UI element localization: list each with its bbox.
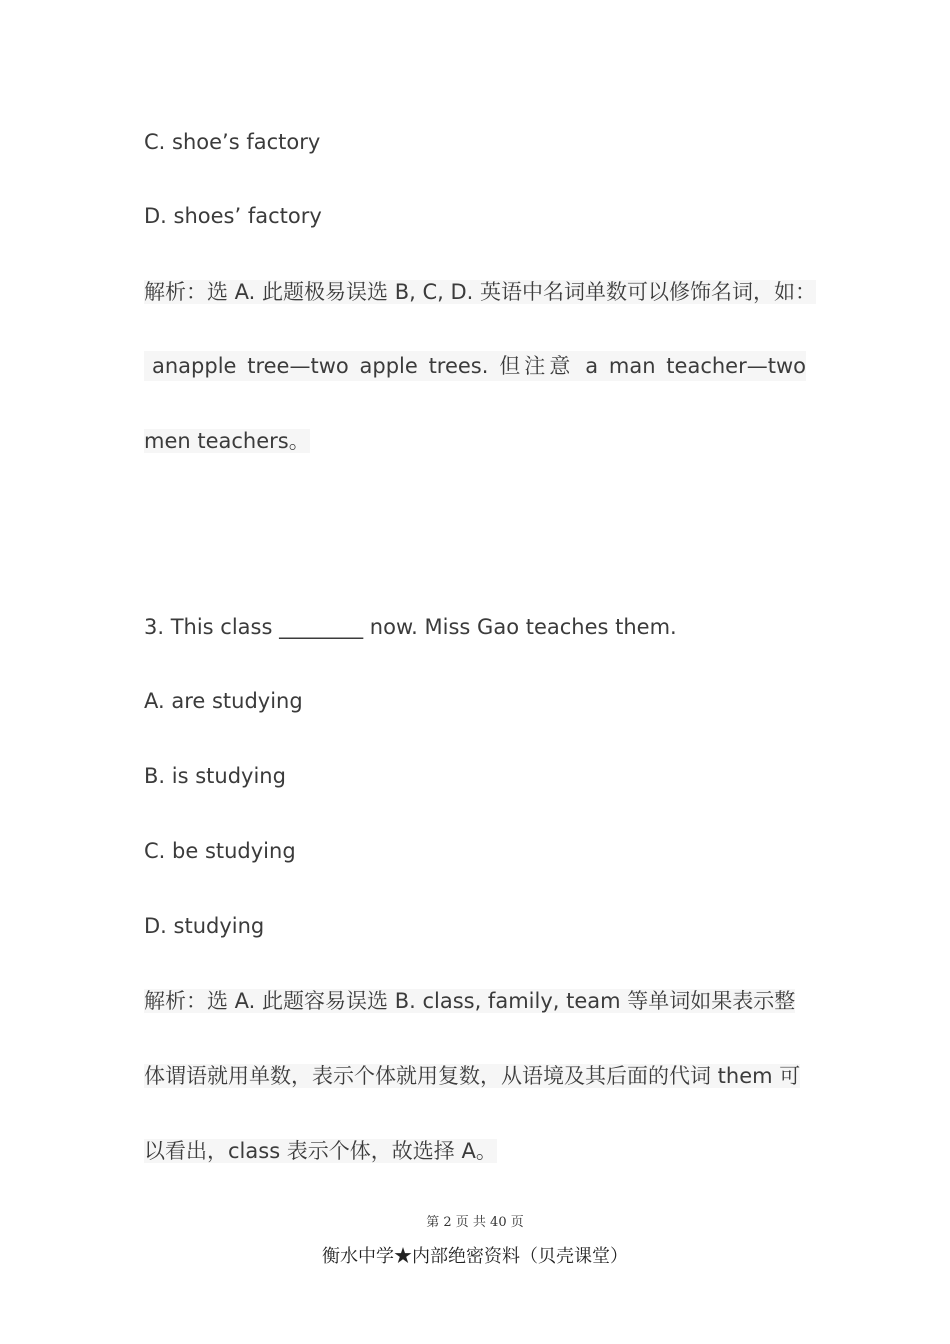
q3-question: 3. This class ________ now. Miss Gao teaches them.	[144, 615, 677, 639]
q2-analysis-text-3: men teachers。	[144, 429, 310, 453]
q3-option-d: D. studying	[144, 914, 265, 938]
q3-analysis-line-2	[144, 1061, 800, 1091]
q3-option-a: A. are studying	[144, 689, 303, 713]
q3-option-b: B. is studying	[144, 764, 286, 788]
q3-analysis-text-3: 以看出，class 表示个体，故选择 A。	[144, 1139, 497, 1163]
q3-analysis-text-2: 体谓语就用单数，表示个体就用复数，从语境及其后面的代词 them 可	[144, 1064, 801, 1088]
q3-analysis-text-1: 解析：选 A. 此题容易误选 B. class, family, team 等单词如果表示整	[144, 989, 796, 1013]
page-number: 第 2 页 共 40 页	[426, 1215, 524, 1230]
q3-analysis-line-1	[144, 986, 795, 1016]
q3-analysis-line-3	[144, 1136, 497, 1166]
q3-option-c: C. be studying	[144, 839, 296, 863]
footer-title: 衡水中学★内部绝密资料（贝壳课堂）	[322, 1246, 628, 1267]
q2-option-c: C. shoe’s factory	[144, 130, 321, 154]
q2-analysis-line-2: anapple tree—two apple trees. 但注意 a man teacher—two	[144, 351, 806, 381]
q2-analysis-line-3	[144, 426, 310, 456]
q2-option-d: D. shoes’ factory	[144, 204, 322, 228]
q2-analysis-line-1	[144, 277, 816, 307]
q2-analysis-text-1: 解析：选 A. 此题极易误选 B, C, D. 英语中名词单数可以修饰名词，如：	[144, 280, 816, 304]
